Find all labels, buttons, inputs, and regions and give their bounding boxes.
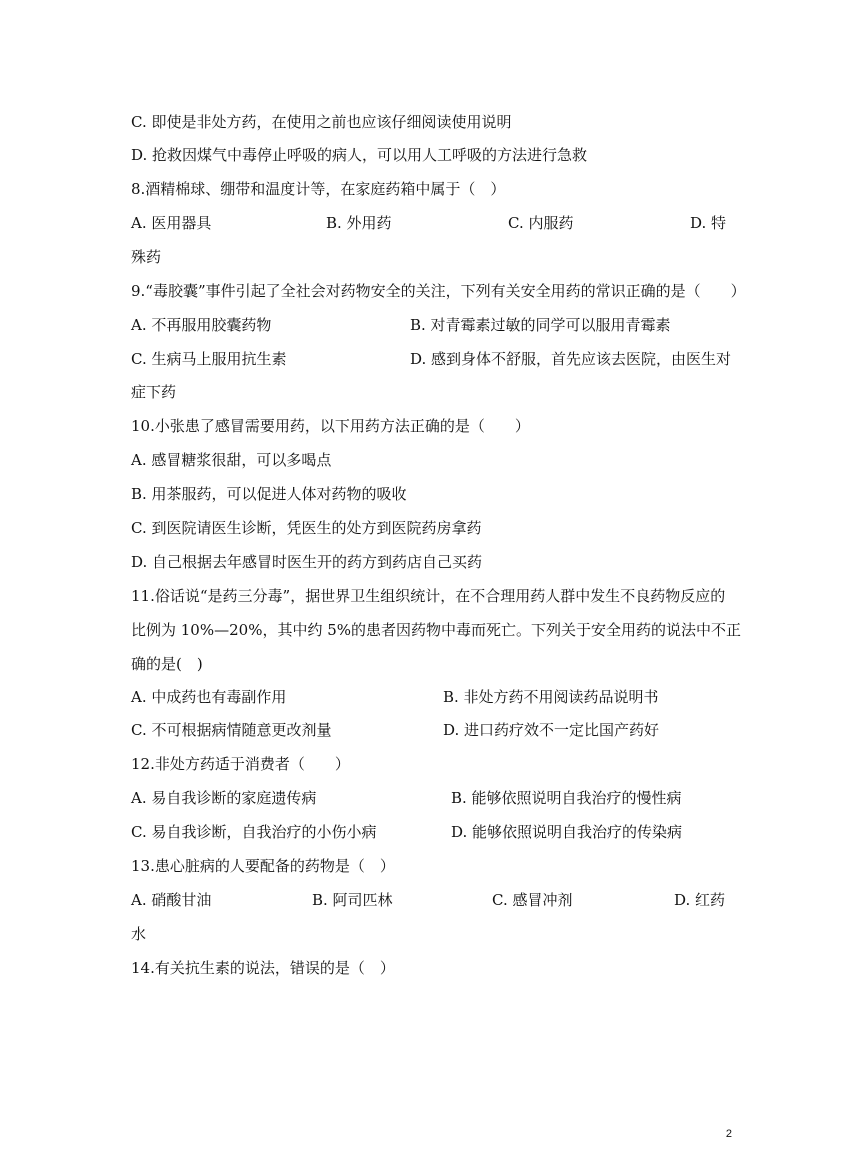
q10-option-a: A. 感冒糖浆很甜，可以多喝点 — [131, 451, 332, 469]
q11-option-a: A. 中成药也有毒副作用 — [131, 688, 287, 706]
q13-option-d-cont: 水 — [131, 925, 147, 943]
q12-option-b: B. 能够依照说明自我治疗的慢性病 — [451, 789, 682, 807]
q9-option-a: A. 不再服用胶囊药物 — [131, 316, 272, 334]
q9-option-b: B. 对青霉素过敏的同学可以服用青霉素 — [410, 316, 671, 334]
page-number: 2 — [725, 1128, 732, 1140]
option-c-text: C. 即使是非处方药，在使用之前也应该仔细阅读使用说明 — [131, 113, 512, 131]
q8-option-d: D. 特 — [690, 214, 727, 232]
q8-option-b: B. 外用药 — [326, 214, 392, 232]
q10-option-c: C. 到医院请医生诊断，凭医生的处方到医院药房拿药 — [131, 519, 482, 537]
q11-option-c: C. 不可根据病情随意更改剂量 — [131, 721, 332, 739]
q13-option-d: D. 红药 — [674, 891, 726, 909]
q11-option-b: B. 非处方药不用阅读药品说明书 — [443, 688, 659, 706]
q10-option-b: B. 用茶服药，可以促进人体对药物的吸收 — [131, 485, 407, 503]
q13-option-c: C. 感冒冲剂 — [492, 891, 573, 909]
question-11-line1: 11.俗话说“是药三分毒”，据世界卫生组织统计，在不合理用药人群中发生不良药物反应的 — [131, 587, 726, 605]
q13-option-b: B. 阿司匹林 — [312, 891, 393, 909]
q9-option-d: D. 感到身体不舒服，首先应该去医院，由医生对 — [410, 350, 732, 368]
q13-option-a: A. 硝酸甘油 — [131, 891, 212, 909]
question-11-line3: 确的是( ) — [131, 655, 203, 673]
question-12: 12.非处方药适于消费者（ ） — [131, 755, 350, 773]
q12-option-a: A. 易自我诊断的家庭遗传病 — [131, 789, 317, 807]
question-14: 14.有关抗生素的说法，错误的是（ ） — [131, 959, 395, 977]
q9-option-d-cont: 症下药 — [131, 383, 177, 401]
q8-option-c: C. 内服药 — [508, 214, 574, 232]
q8-option-d-cont: 殊药 — [131, 248, 162, 266]
q12-option-d: D. 能够依照说明自我治疗的传染病 — [451, 823, 683, 841]
question-8: 8.酒精棉球、绷带和温度计等，在家庭药箱中属于（ ） — [131, 180, 506, 198]
question-11-line2: 比例为 10%—20%，其中约 5%的患者因药物中毒而死亡。下列关于安全用药的说法中不正 — [131, 621, 742, 639]
q10-option-d: D. 自己根据去年感冒时医生开的药方到药店自己买药 — [131, 553, 483, 571]
option-d-text: D. 抢救因煤气中毒停止呼吸的病人，可以用人工呼吸的方法进行急救 — [131, 146, 588, 164]
q11-option-d: D. 进口药疗效不一定比国产药好 — [443, 721, 660, 739]
q9-option-c: C. 生病马上服用抗生素 — [131, 350, 287, 368]
question-13: 13.患心脏病的人要配备的药物是（ ） — [131, 857, 395, 875]
q12-option-c: C. 易自我诊断，自我治疗的小伤小病 — [131, 823, 377, 841]
question-9: 9.“毒胶囊”事件引起了全社会对药物安全的关注，下列有关安全用药的常识正确的是（ ） — [131, 282, 746, 300]
question-10: 10.小张患了感冒需要用药，以下用药方法正确的是（ ） — [131, 417, 530, 435]
q8-option-a: A. 医用器具 — [131, 214, 212, 232]
